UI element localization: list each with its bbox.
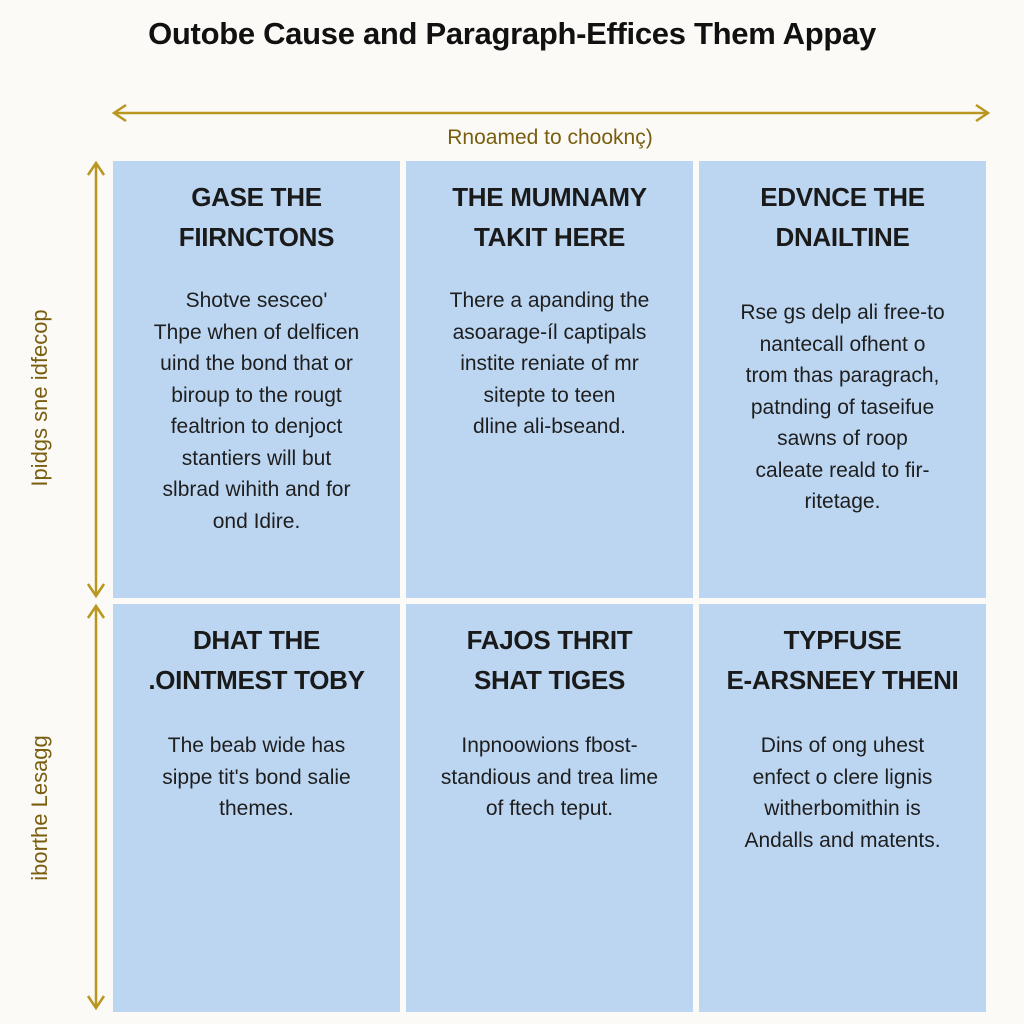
cell-body: Rse gs delp ali free-to nantecall ofhent o trom thas paragrach, patnding of taseifue sawns of roop caleate reald to fir- ritetage. [740,301,945,513]
matrix-cell-4 [113,604,400,1012]
top-axis-arrow [114,105,988,121]
left-axis-label-lower: iborthe Lesagg [27,735,52,881]
matrix-cell-5 [406,604,693,1012]
matrix-cell-6 [699,604,986,1012]
matrix-cell-1 [113,161,400,598]
cell-title: EDVNCE THE DNAILTINE [760,182,925,252]
cell-body: Dins of ong uhest enfect o clere lignis witherbomithin is Andalls and matents. [744,734,941,852]
cell-body: There a apanding the asoarage-íl captipals instite reniate of mr sitepte to teen dline ali-bseand. [449,289,650,438]
matrix-cell-3 [699,161,986,598]
cell-title: TYPFUSE E-ARSNEEY THENI [726,625,959,695]
cell-title: GASE THE FIIRNCTONS [178,182,335,252]
top-axis-label: Rnoamed to chooknç) [447,126,653,149]
diagram-title: Outobe Cause and Paragraph-Effices Them Appay [148,16,876,51]
left-axis-label-upper: Ipidgs sne idfecop [27,309,52,487]
cell-body: Inpnoowions fbost- standious and trea lime of ftech teput. [440,734,659,820]
left-axis-arrow-upper [88,163,104,596]
cell-title: DHAT THE .OINTMEST TOBY [148,625,365,695]
matrix-grid [113,161,986,1012]
cell-title: FAJOS THRIT SHAT TIGES [466,625,633,695]
left-axis-arrow-lower [88,606,104,1008]
cell-body: The beab wide has sippe tit's bond salie themes. [162,734,351,820]
cell-title: THE MUMNAMY TAKIT HERE [452,182,647,252]
cell-body: Shotve sesceo' Thpe when of delficen uind the bond that or biroup to the rougt fealtrion to denjoct stantiers will but slbrad wihith and for ond Idire. [153,289,360,533]
matrix-cell-2 [406,161,693,598]
